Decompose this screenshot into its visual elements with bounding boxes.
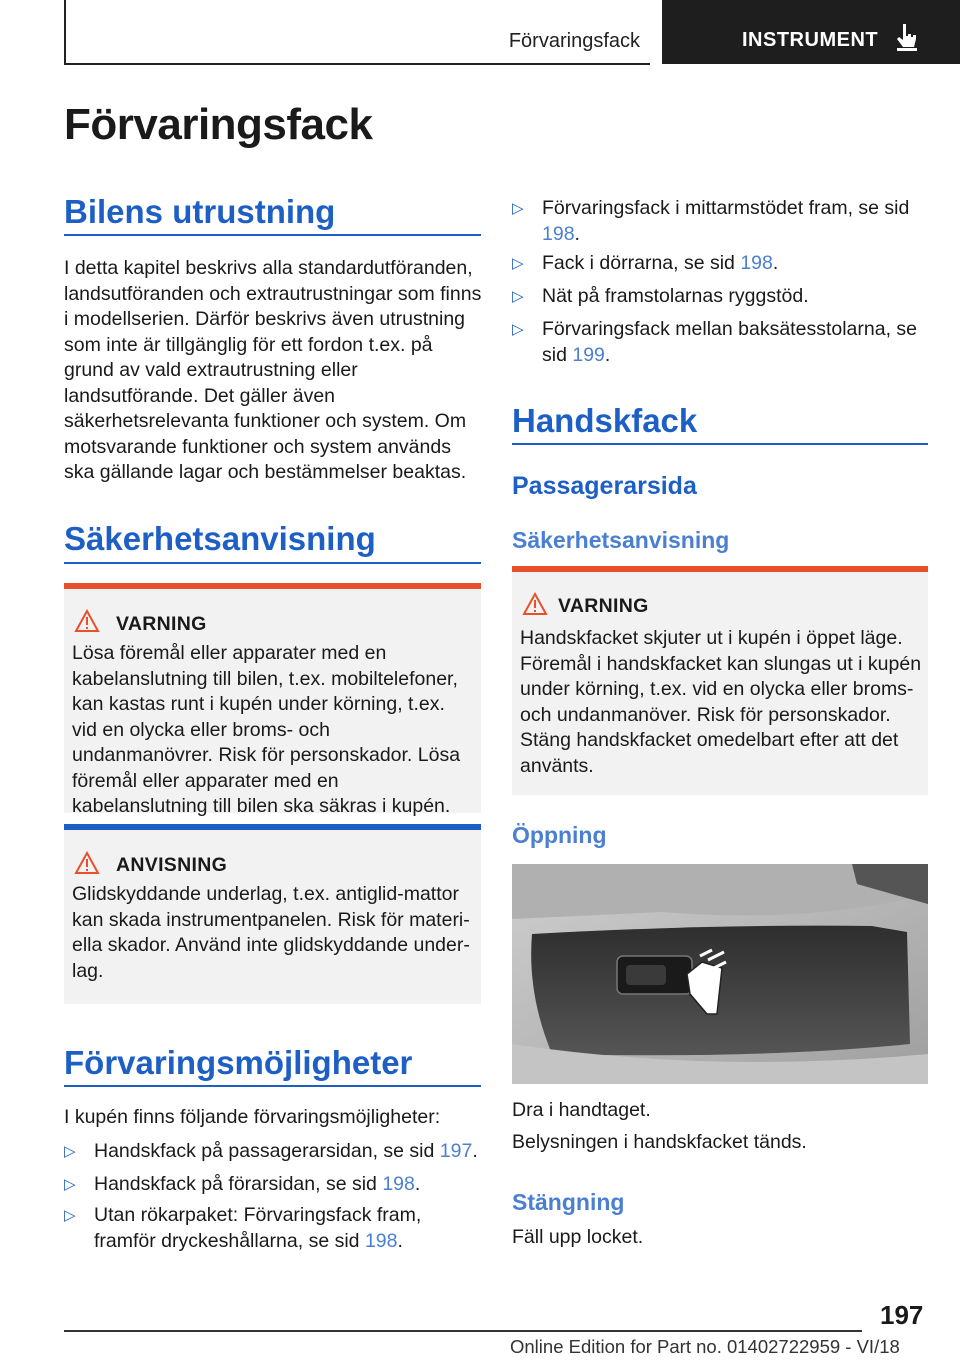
footer-edition: Online Edition for Part no. 01402722959 - VI/18 [510,1336,900,1357]
equipment-paragraph: I detta kapitel beskrivs alla standardutföranden, landsutföranden och extrautrustningar som finns i modellserien. Därför beskrivs även utrustning som inte är tillgänglig för ett fordon t.ex. på grund av vald extrautrustning eller landsutförande. Det gäller även säkerhetsrelevanta funktioner och system. Om motsvarande funktioner och system används ska gällande lagar och bestämmelser beaktas. [64,257,482,483]
heading-safety: Säkerhetsanvisning [64,520,376,557]
warning-triangle-icon [74,609,100,633]
warning-title: VARNING [558,595,649,617]
heading-storage: Förvaringsmöjligheter [64,1044,413,1081]
bullet-triangle-icon: ▷ [512,321,524,338]
heading-safety-right: Säkerhetsanvisning [512,527,730,553]
page-number: 197 [880,1300,924,1330]
heading-rule [64,562,481,564]
warning-text: Handskfacket skjuter ut i kupén i öppet läge. Föremål i handskfacket kan slungas ut i kupén under körning, t.ex. vid en olycka eller broms- och undanmanöver. Risk för personskador. Stäng handskfacket omedelbart efter att det använts. [520,627,922,777]
notice-title: ANVISNING [116,854,228,876]
bullet-triangle-icon: ▷ [64,1176,76,1193]
glovebox-photo [512,864,928,1084]
warning-bar [512,566,928,572]
heading-passenger-side: Passagerarsida [512,472,697,500]
notice-text: Glidskyddande underlag, t.ex. antiglid-mattor kan skada instrumentpanelen. Risk för materiella skador. Använd inte glidskyddande underlag. [72,883,470,982]
warning-triangle-icon [522,592,548,616]
header-rule-left [64,0,66,64]
notice-bar [64,824,481,830]
bullet-triangle-icon: ▷ [64,1207,76,1224]
notice-triangle-icon [74,851,100,875]
warning-text: Lösa föremål eller apparater med en kabelanslutning till bilen, t.ex. mobiltelefoner, kan kastas runt i kupén under körning, t.ex. vid en olycka eller broms- och undanmanövrer. Risk för personskador. Lösa föremål eller apparater med en kabelanslutning till bilen ska säkras i kupén. [72,642,461,817]
page-link[interactable]: 198 [364,1229,398,1252]
heading-rule [512,443,928,445]
page-title: Förvaringsfack [64,100,373,149]
page-link[interactable]: 197 [439,1140,473,1162]
page-link[interactable]: 198 [382,1173,415,1195]
opening-text-1: Dra i handtaget. [512,1099,651,1121]
notice-box [64,824,481,1004]
page-link[interactable]: 198 [542,222,575,245]
chapter-tab-label: INSTRUMENT [742,29,879,51]
bullet-triangle-icon: ▷ [512,200,524,217]
header-section-title: Förvaringsfack [508,30,640,52]
warning-title: VARNING [116,613,207,635]
bullet-triangle-icon: ▷ [64,1143,76,1160]
opening-text-2: Belysningen i handskfacket tänds. [512,1131,807,1153]
page-link[interactable]: 198 [740,252,773,274]
warning-box [512,566,928,795]
storage-intro: I kupén finns följande förvaringsmöjligheter: [64,1106,441,1128]
heading-glovebox: Handskfack [512,402,698,439]
heading-rule [64,234,481,236]
heading-closing: Stängning [512,1189,625,1215]
heading-opening: Öppning [512,822,607,848]
heading-rule [64,1085,481,1087]
heading-equipment: Bilens utrustning [64,193,336,230]
page-link[interactable]: 199 [572,343,605,366]
warning-bar [64,583,481,589]
header-chapter-tab[interactable] [662,0,960,64]
bullet-triangle-icon: ▷ [512,255,524,272]
glovebox-illustration [512,864,928,1084]
header-rule-bottom [64,63,650,65]
bullet-triangle-icon: ▷ [512,288,524,305]
warning-box [64,583,481,817]
pointing-hand-icon [894,22,920,52]
closing-text: Fäll upp locket. [512,1226,644,1248]
footer-rule [64,1330,862,1332]
